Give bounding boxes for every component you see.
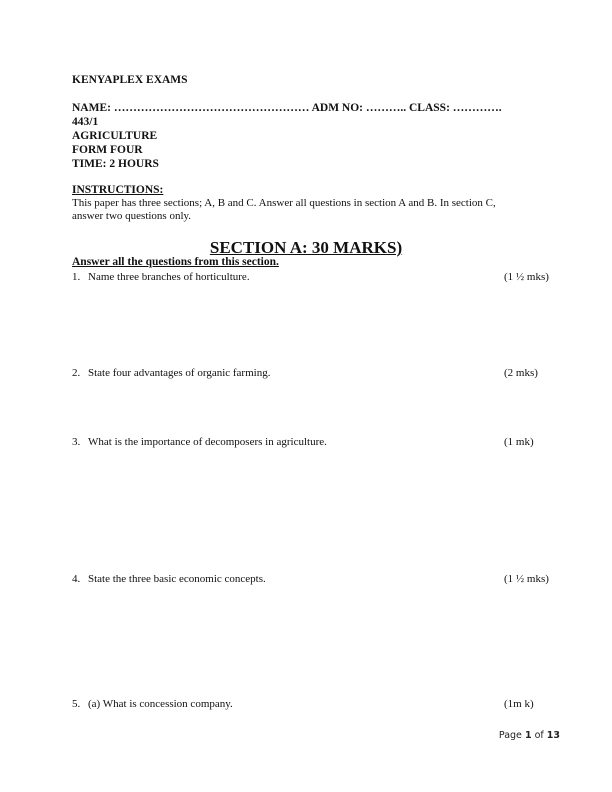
page-number-footer [499, 730, 560, 741]
section-a-subtitle: Answer all the questions from this section. [72, 256, 279, 268]
exam-duration: TIME: 2 HOURS [72, 158, 159, 170]
instructions-heading: INSTRUCTIONS: [72, 184, 164, 196]
exam-org-title: KENYAPLEX EXAMS [72, 74, 188, 86]
question-number: 3. [72, 436, 81, 448]
question-text: State four advantages of organic farming. [88, 367, 271, 379]
subject-title: AGRICULTURE [72, 130, 158, 142]
page-word: Page [498, 730, 525, 741]
instructions-line-2: answer two questions only. [72, 210, 192, 222]
form-level: FORM FOUR [72, 144, 143, 156]
question-number: 4. [72, 573, 81, 585]
question-number: 1. [72, 271, 81, 283]
student-details-line: NAME: …………………………………………… ADM NO: ……….. CLASS: …………. [72, 102, 502, 114]
current-page: 1 [524, 730, 532, 741]
question-number: 2. [72, 367, 81, 379]
paper-code: 443/1 [72, 116, 99, 128]
question-text: What is the importance of decomposers in agriculture. [88, 436, 327, 448]
question-text: (a) What is concession company. [88, 698, 233, 710]
question-marks: (1 ½ mks) [504, 573, 549, 585]
section-a-title: SECTION A: 30 MARKS) [209, 238, 403, 257]
question-marks: (1 mk) [504, 436, 534, 448]
question-marks: (1m k) [504, 698, 534, 710]
question-number: 5. [72, 698, 81, 710]
of-word: of [531, 730, 547, 741]
question-marks: (1 ½ mks) [504, 271, 549, 283]
question-marks: (2 mks) [504, 367, 538, 379]
question-text: Name three branches of horticulture. [88, 271, 250, 283]
question-text: State the three basic economic concepts. [88, 573, 266, 585]
total-pages: 13 [546, 730, 560, 741]
instructions-line-1: This paper has three sections; A, B and C. Answer all questions in section A and B. In section C, [72, 197, 496, 209]
